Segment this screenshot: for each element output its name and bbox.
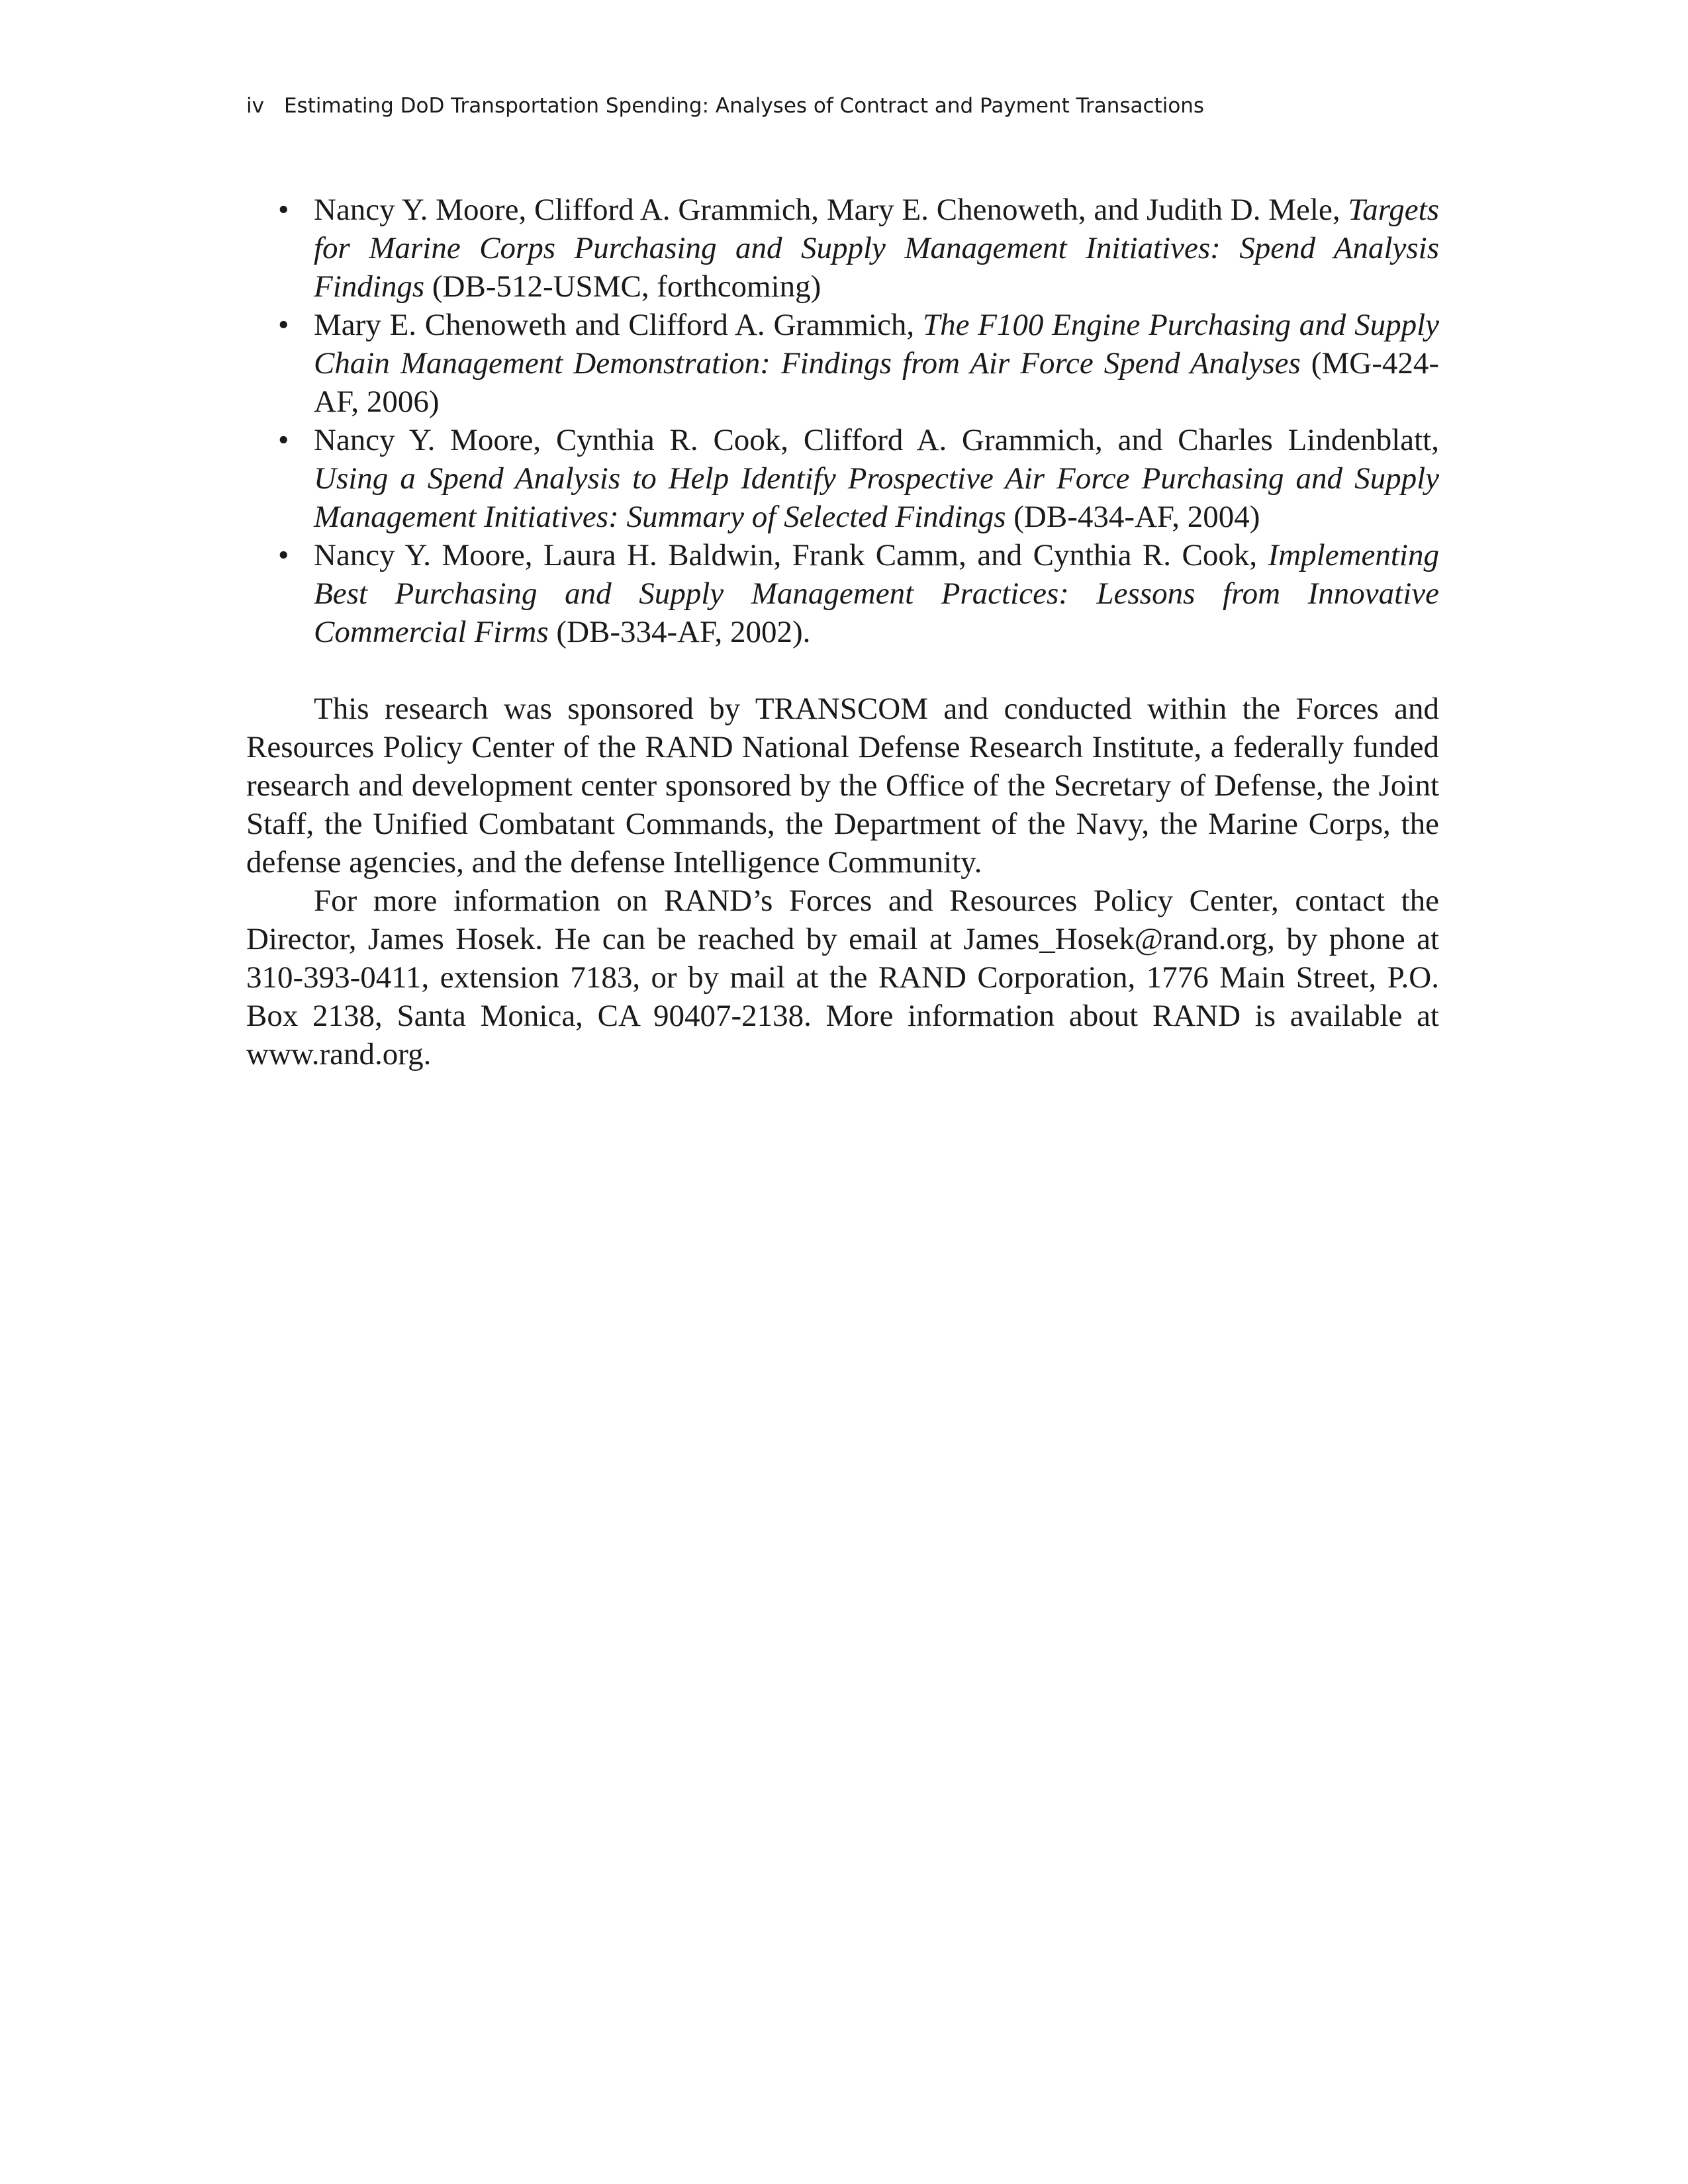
reference-item — [246, 306, 1439, 421]
reference-item — [246, 536, 1439, 651]
sponsorship-paragraph: This research was sponsored by TRANSCOM and conducted within the Forces and Resources Policy Center of the RAND National Defense Research Institute, a federally funded research and development center sponsored by the Office of the Secretary of Defense, the Joint Staff, the Unified Combatant Commands, the Department of the Navy, the Marine Corps, the defense agencies, and the defense Intelligence Community. — [246, 692, 1439, 880]
reference-authors: Nancy Y. Moore, Clifford A. Grammich, Mary E. Chenoweth, and Judith D. Mele, — [314, 193, 1348, 227]
running-title: Estimating DoD Transportation Spending: Analyses of Contract and Payment Transactions — [283, 94, 1205, 118]
reference-detail: (DB-512-USMC, forthcoming) — [424, 269, 821, 304]
bullet-icon: • — [278, 538, 289, 572]
reference-authors: Nancy Y. Moore, Laura H. Baldwin, Frank Camm, and Cynthia R. Cook, — [314, 538, 1268, 572]
page-number: iv — [246, 94, 264, 118]
contact-paragraph: For more information on RAND’s Forces and Resources Policy Center, contact the Director, James Hosek. He can be reached by email at James_Hosek@rand.org, by phone at 310-393-0411, extension 7183, or by mail at the RAND Corporation, 1776 Main Street, P.O. Box 2138, Santa Monica, CA 90407-2138. More information about RAND is available at www.rand.org. — [246, 884, 1439, 1071]
reference-detail: (DB-334-AF, 2002). — [548, 615, 811, 649]
reference-title: Using a Spend Analysis to Help Identify Prospective Air Force Purchasing and Supply Management Initiatives: Summary of Selected Findings — [314, 461, 1439, 534]
body-text — [246, 690, 1439, 1073]
reference-item — [246, 421, 1439, 536]
page-body — [246, 191, 1439, 1073]
reference-authors: Mary E. Chenoweth and Clifford A. Grammich, — [314, 308, 923, 342]
bullet-icon: • — [278, 193, 289, 227]
running-header — [246, 91, 1204, 120]
bullet-icon: • — [278, 308, 289, 342]
reference-authors: Nancy Y. Moore, Cynthia R. Cook, Clifford A. Grammich, and Charles Lindenblatt, — [314, 423, 1439, 457]
reference-item — [246, 191, 1439, 306]
bullet-icon: • — [278, 423, 289, 457]
reference-detail: (DB-434-AF, 2004) — [1006, 500, 1260, 534]
reference-title: Targets for Marine Corps Purchasing and Supply Management Initiatives: Spend Analysis Findings — [314, 193, 1439, 304]
reference-title: Implementing Best Purchasing and Supply Management Practices: Lessons from Innovative Commercial Firms — [314, 538, 1439, 649]
reference-title: The F100 Engine Purchasing and Supply Chain Management Demonstration: Findings from Air Force Spend Analyses — [314, 308, 1439, 381]
reference-detail: (MG-424-AF, 2006) — [314, 346, 1439, 419]
reference-list — [246, 191, 1439, 651]
